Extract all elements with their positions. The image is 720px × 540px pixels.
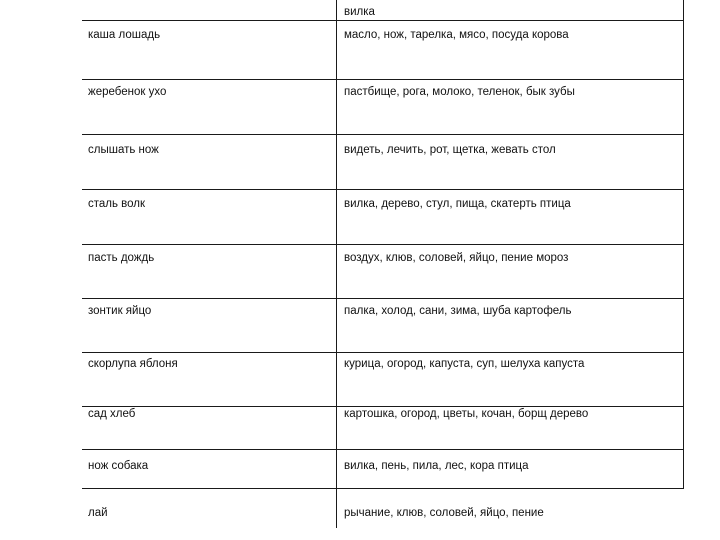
table-cell-word-pair: скорлупа яблоня [88,358,178,370]
table-cell-word-pair: каша лошадь [88,29,161,41]
row-divider [82,352,684,353]
table-cell-word-pair: слышать нож [88,144,159,156]
table-cell-word-pair: лай [88,507,108,519]
table-cell-word-list: вилка, дерево, стул, пища, скатерть птица [344,198,571,210]
table-cell-word-list: масло, нож, тарелка, мясо, посуда корова [344,29,569,41]
table-cell-word-list: воздух, клюв, соловей, яйцо, пение мороз [344,252,569,264]
table-cell-word-pair: сад хлеб [88,408,136,420]
row-divider [82,134,684,135]
table-cell-word-list: видеть, лечить, рот, щетка, жевать стол [344,144,556,156]
table-cell-word-list: пастбище, рога, молоко, теленок, бык зубы [344,86,575,98]
row-divider [82,20,684,21]
header-fragment: вилка [344,6,375,18]
row-divider [82,298,684,299]
row-divider [82,449,684,450]
row-divider [82,488,684,489]
table-cell-word-pair: сталь волк [88,198,146,210]
table-cell-word-pair: пасть дождь [88,252,155,264]
table-cell-word-list: рычание, клюв, соловей, яйцо, пение [344,507,544,519]
table-cell-word-list: палка, холод, сани, зима, шуба картофель [344,305,572,317]
row-divider [82,244,684,245]
table-cell-word-pair: жеребенок ухо [88,86,167,98]
table-cell-word-pair: зонтик яйцо [88,305,152,317]
table-cell-word-list: картошка, огород, цветы, кочан, борщ дерево [344,408,589,420]
table-cell-word-list: вилка, пень, пила, лес, кора птица [344,460,529,472]
table-cell-word-pair: нож собака [88,460,149,472]
table-cell-word-list: курица, огород, капуста, суп, шелуха капуста [344,358,585,370]
row-divider [82,189,684,190]
row-divider [82,79,684,80]
